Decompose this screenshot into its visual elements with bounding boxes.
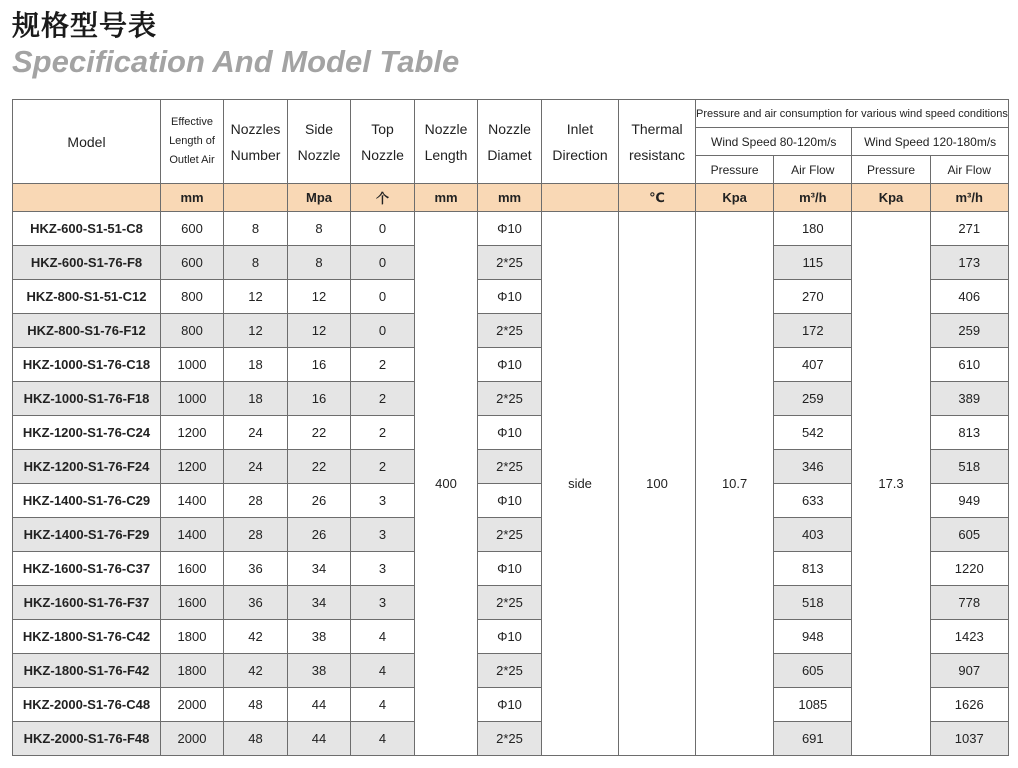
cell-air-flow-2: 907 — [930, 654, 1008, 688]
cell-nozzles-number: 36 — [224, 552, 288, 586]
header-air-flow-2: Air Flow — [930, 156, 1008, 184]
cell-side-nozzle: 34 — [288, 586, 351, 620]
cell-air-flow-1: 691 — [774, 722, 852, 756]
cell-top-nozzle: 0 — [351, 212, 415, 246]
cell-top-nozzle: 4 — [351, 688, 415, 722]
cell-top-nozzle: 4 — [351, 654, 415, 688]
cell-model: HKZ-1000-S1-76-F18 — [13, 382, 161, 416]
cell-side-nozzle: 22 — [288, 416, 351, 450]
cell-side-nozzle: 26 — [288, 518, 351, 552]
cell-model: HKZ-1200-S1-76-F24 — [13, 450, 161, 484]
cell-side-nozzle: 26 — [288, 484, 351, 518]
cell-side-nozzle: 8 — [288, 212, 351, 246]
unit-side-nozzle: Mpa — [288, 184, 351, 212]
cell-nozzles-number: 36 — [224, 586, 288, 620]
cell-effective-length: 1000 — [161, 382, 224, 416]
cell-side-nozzle: 12 — [288, 314, 351, 348]
cell-air-flow-2: 271 — [930, 212, 1008, 246]
cell-nozzle-diamet: 2*25 — [478, 246, 542, 280]
cell-effective-length: 1800 — [161, 654, 224, 688]
page-title-english: Specification And Model Table — [12, 44, 460, 79]
cell-nozzle-diamet: Φ10 — [478, 280, 542, 314]
cell-air-flow-1: 346 — [774, 450, 852, 484]
cell-nozzle-diamet: Φ10 — [478, 620, 542, 654]
cell-air-flow-2: 610 — [930, 348, 1008, 382]
cell-side-nozzle: 44 — [288, 722, 351, 756]
cell-air-flow-2: 406 — [930, 280, 1008, 314]
header-effective-length: Effective Length of Outlet Air — [161, 100, 224, 184]
cell-nozzles-number: 18 — [224, 348, 288, 382]
cell-side-nozzle: 38 — [288, 654, 351, 688]
cell-effective-length: 1800 — [161, 620, 224, 654]
cell-nozzles-number: 28 — [224, 518, 288, 552]
cell-air-flow-1: 407 — [774, 348, 852, 382]
cell-air-flow-1: 172 — [774, 314, 852, 348]
cell-model: HKZ-1000-S1-76-C18 — [13, 348, 161, 382]
unit-pressure-1: Kpa — [696, 184, 774, 212]
header-model: Model — [13, 100, 161, 184]
cell-effective-length: 1000 — [161, 348, 224, 382]
cell-air-flow-1: 605 — [774, 654, 852, 688]
cell-nozzle-diamet: 2*25 — [478, 722, 542, 756]
cell-model: HKZ-600-S1-76-F8 — [13, 246, 161, 280]
unit-air-flow-1: m³/h — [774, 184, 852, 212]
cell-nozzles-number: 18 — [224, 382, 288, 416]
cell-top-nozzle: 3 — [351, 484, 415, 518]
cell-pressure-1-merged: 10.7 — [696, 212, 774, 756]
cell-top-nozzle: 0 — [351, 280, 415, 314]
header-air-flow-1: Air Flow — [774, 156, 852, 184]
cell-top-nozzle: 3 — [351, 552, 415, 586]
cell-nozzle-diamet: 2*25 — [478, 450, 542, 484]
cell-nozzles-number: 42 — [224, 654, 288, 688]
cell-top-nozzle: 2 — [351, 382, 415, 416]
cell-effective-length: 1200 — [161, 450, 224, 484]
cell-effective-length: 1400 — [161, 518, 224, 552]
cell-air-flow-2: 605 — [930, 518, 1008, 552]
cell-side-nozzle: 16 — [288, 382, 351, 416]
cell-air-flow-2: 813 — [930, 416, 1008, 450]
cell-air-flow-2: 1220 — [930, 552, 1008, 586]
cell-air-flow-1: 115 — [774, 246, 852, 280]
cell-model: HKZ-1200-S1-76-C24 — [13, 416, 161, 450]
cell-effective-length: 600 — [161, 246, 224, 280]
cell-nozzles-number: 48 — [224, 688, 288, 722]
cell-air-flow-2: 1423 — [930, 620, 1008, 654]
cell-nozzle-diamet: 2*25 — [478, 314, 542, 348]
cell-nozzle-diamet: Φ10 — [478, 212, 542, 246]
cell-model: HKZ-1600-S1-76-F37 — [13, 586, 161, 620]
cell-nozzle-length-merged: 400 — [415, 212, 478, 756]
cell-model: HKZ-1800-S1-76-F42 — [13, 654, 161, 688]
cell-side-nozzle: 16 — [288, 348, 351, 382]
cell-effective-length: 800 — [161, 280, 224, 314]
header-pressure-2: Pressure — [852, 156, 930, 184]
cell-air-flow-1: 948 — [774, 620, 852, 654]
cell-nozzle-diamet: Φ10 — [478, 552, 542, 586]
header-nozzle-diamet: Nozzle Diamet — [478, 100, 542, 184]
header-nozzle-length: Nozzle Length — [415, 100, 478, 184]
header-side-nozzle: Side Nozzle — [288, 100, 351, 184]
cell-effective-length: 600 — [161, 212, 224, 246]
cell-effective-length: 800 — [161, 314, 224, 348]
cell-air-flow-2: 259 — [930, 314, 1008, 348]
specification-table — [12, 99, 1009, 756]
cell-side-nozzle: 44 — [288, 688, 351, 722]
cell-side-nozzle: 34 — [288, 552, 351, 586]
cell-top-nozzle: 4 — [351, 722, 415, 756]
cell-effective-length: 2000 — [161, 722, 224, 756]
cell-model: HKZ-1600-S1-76-C37 — [13, 552, 161, 586]
unit-top-nozzle: 个 — [351, 184, 415, 212]
cell-air-flow-1: 270 — [774, 280, 852, 314]
cell-air-flow-2: 1626 — [930, 688, 1008, 722]
cell-nozzle-diamet: 2*25 — [478, 518, 542, 552]
cell-top-nozzle: 2 — [351, 348, 415, 382]
cell-model: HKZ-800-S1-76-F12 — [13, 314, 161, 348]
cell-thermal-merged: 100 — [619, 212, 696, 756]
cell-model: HKZ-1800-S1-76-C42 — [13, 620, 161, 654]
header-pressure-group: Pressure and air consumption for various wind speed conditions — [696, 100, 1009, 128]
cell-model: HKZ-800-S1-51-C12 — [13, 280, 161, 314]
cell-nozzle-diamet: 2*25 — [478, 654, 542, 688]
cell-air-flow-2: 389 — [930, 382, 1008, 416]
cell-air-flow-1: 403 — [774, 518, 852, 552]
cell-side-nozzle: 22 — [288, 450, 351, 484]
cell-effective-length: 1200 — [161, 416, 224, 450]
unit-pressure-2: Kpa — [852, 184, 930, 212]
header-wind-speed-1: Wind Speed 80-120m/s — [696, 128, 852, 156]
cell-top-nozzle: 4 — [351, 620, 415, 654]
unit-model — [13, 184, 161, 212]
cell-top-nozzle: 0 — [351, 246, 415, 280]
cell-air-flow-2: 173 — [930, 246, 1008, 280]
cell-air-flow-2: 1037 — [930, 722, 1008, 756]
unit-effective-length: mm — [161, 184, 224, 212]
cell-air-flow-1: 1085 — [774, 688, 852, 722]
cell-nozzles-number: 24 — [224, 416, 288, 450]
cell-inlet-direction-merged: side — [542, 212, 619, 756]
unit-nozzle-length: mm — [415, 184, 478, 212]
cell-nozzle-diamet: 2*25 — [478, 586, 542, 620]
cell-model: HKZ-2000-S1-76-F48 — [13, 722, 161, 756]
header-top-nozzle: Top Nozzle — [351, 100, 415, 184]
unit-air-flow-2: m³/h — [930, 184, 1008, 212]
cell-air-flow-1: 633 — [774, 484, 852, 518]
cell-nozzles-number: 28 — [224, 484, 288, 518]
cell-top-nozzle: 0 — [351, 314, 415, 348]
cell-nozzles-number: 48 — [224, 722, 288, 756]
cell-model: HKZ-2000-S1-76-C48 — [13, 688, 161, 722]
unit-nozzles-number — [224, 184, 288, 212]
cell-effective-length: 1600 — [161, 586, 224, 620]
cell-air-flow-1: 518 — [774, 586, 852, 620]
cell-nozzles-number: 24 — [224, 450, 288, 484]
header-nozzles-number: Nozzles Number — [224, 100, 288, 184]
cell-air-flow-1: 259 — [774, 382, 852, 416]
cell-pressure-2-merged: 17.3 — [852, 212, 930, 756]
cell-nozzle-diamet: 2*25 — [478, 382, 542, 416]
header-inlet-direction: Inlet Direction — [542, 100, 619, 184]
cell-nozzle-diamet: Φ10 — [478, 484, 542, 518]
header-thermal-resistance: Thermal resistanc — [619, 100, 696, 184]
page-title-chinese: 规格型号表 — [12, 9, 158, 42]
cell-effective-length: 1600 — [161, 552, 224, 586]
header-pressure-1: Pressure — [696, 156, 774, 184]
cell-air-flow-2: 778 — [930, 586, 1008, 620]
cell-side-nozzle: 8 — [288, 246, 351, 280]
cell-air-flow-2: 949 — [930, 484, 1008, 518]
cell-nozzles-number: 42 — [224, 620, 288, 654]
cell-air-flow-1: 813 — [774, 552, 852, 586]
unit-thermal: ℃ — [619, 184, 696, 212]
unit-nozzle-diamet: mm — [478, 184, 542, 212]
cell-nozzle-diamet: Φ10 — [478, 688, 542, 722]
header-wind-speed-2: Wind Speed 120-180m/s — [852, 128, 1008, 156]
table-row — [13, 212, 1009, 246]
cell-model: HKZ-600-S1-51-C8 — [13, 212, 161, 246]
cell-air-flow-2: 518 — [930, 450, 1008, 484]
cell-model: HKZ-1400-S1-76-C29 — [13, 484, 161, 518]
cell-top-nozzle: 2 — [351, 416, 415, 450]
cell-air-flow-1: 542 — [774, 416, 852, 450]
cell-nozzles-number: 8 — [224, 212, 288, 246]
cell-effective-length: 1400 — [161, 484, 224, 518]
cell-nozzle-diamet: Φ10 — [478, 348, 542, 382]
cell-air-flow-1: 180 — [774, 212, 852, 246]
cell-side-nozzle: 12 — [288, 280, 351, 314]
cell-nozzles-number: 12 — [224, 280, 288, 314]
cell-top-nozzle: 3 — [351, 518, 415, 552]
cell-nozzles-number: 12 — [224, 314, 288, 348]
cell-top-nozzle: 3 — [351, 586, 415, 620]
cell-nozzles-number: 8 — [224, 246, 288, 280]
cell-model: HKZ-1400-S1-76-F29 — [13, 518, 161, 552]
cell-effective-length: 2000 — [161, 688, 224, 722]
unit-inlet-direction — [542, 184, 619, 212]
cell-side-nozzle: 38 — [288, 620, 351, 654]
cell-nozzle-diamet: Φ10 — [478, 416, 542, 450]
cell-top-nozzle: 2 — [351, 450, 415, 484]
